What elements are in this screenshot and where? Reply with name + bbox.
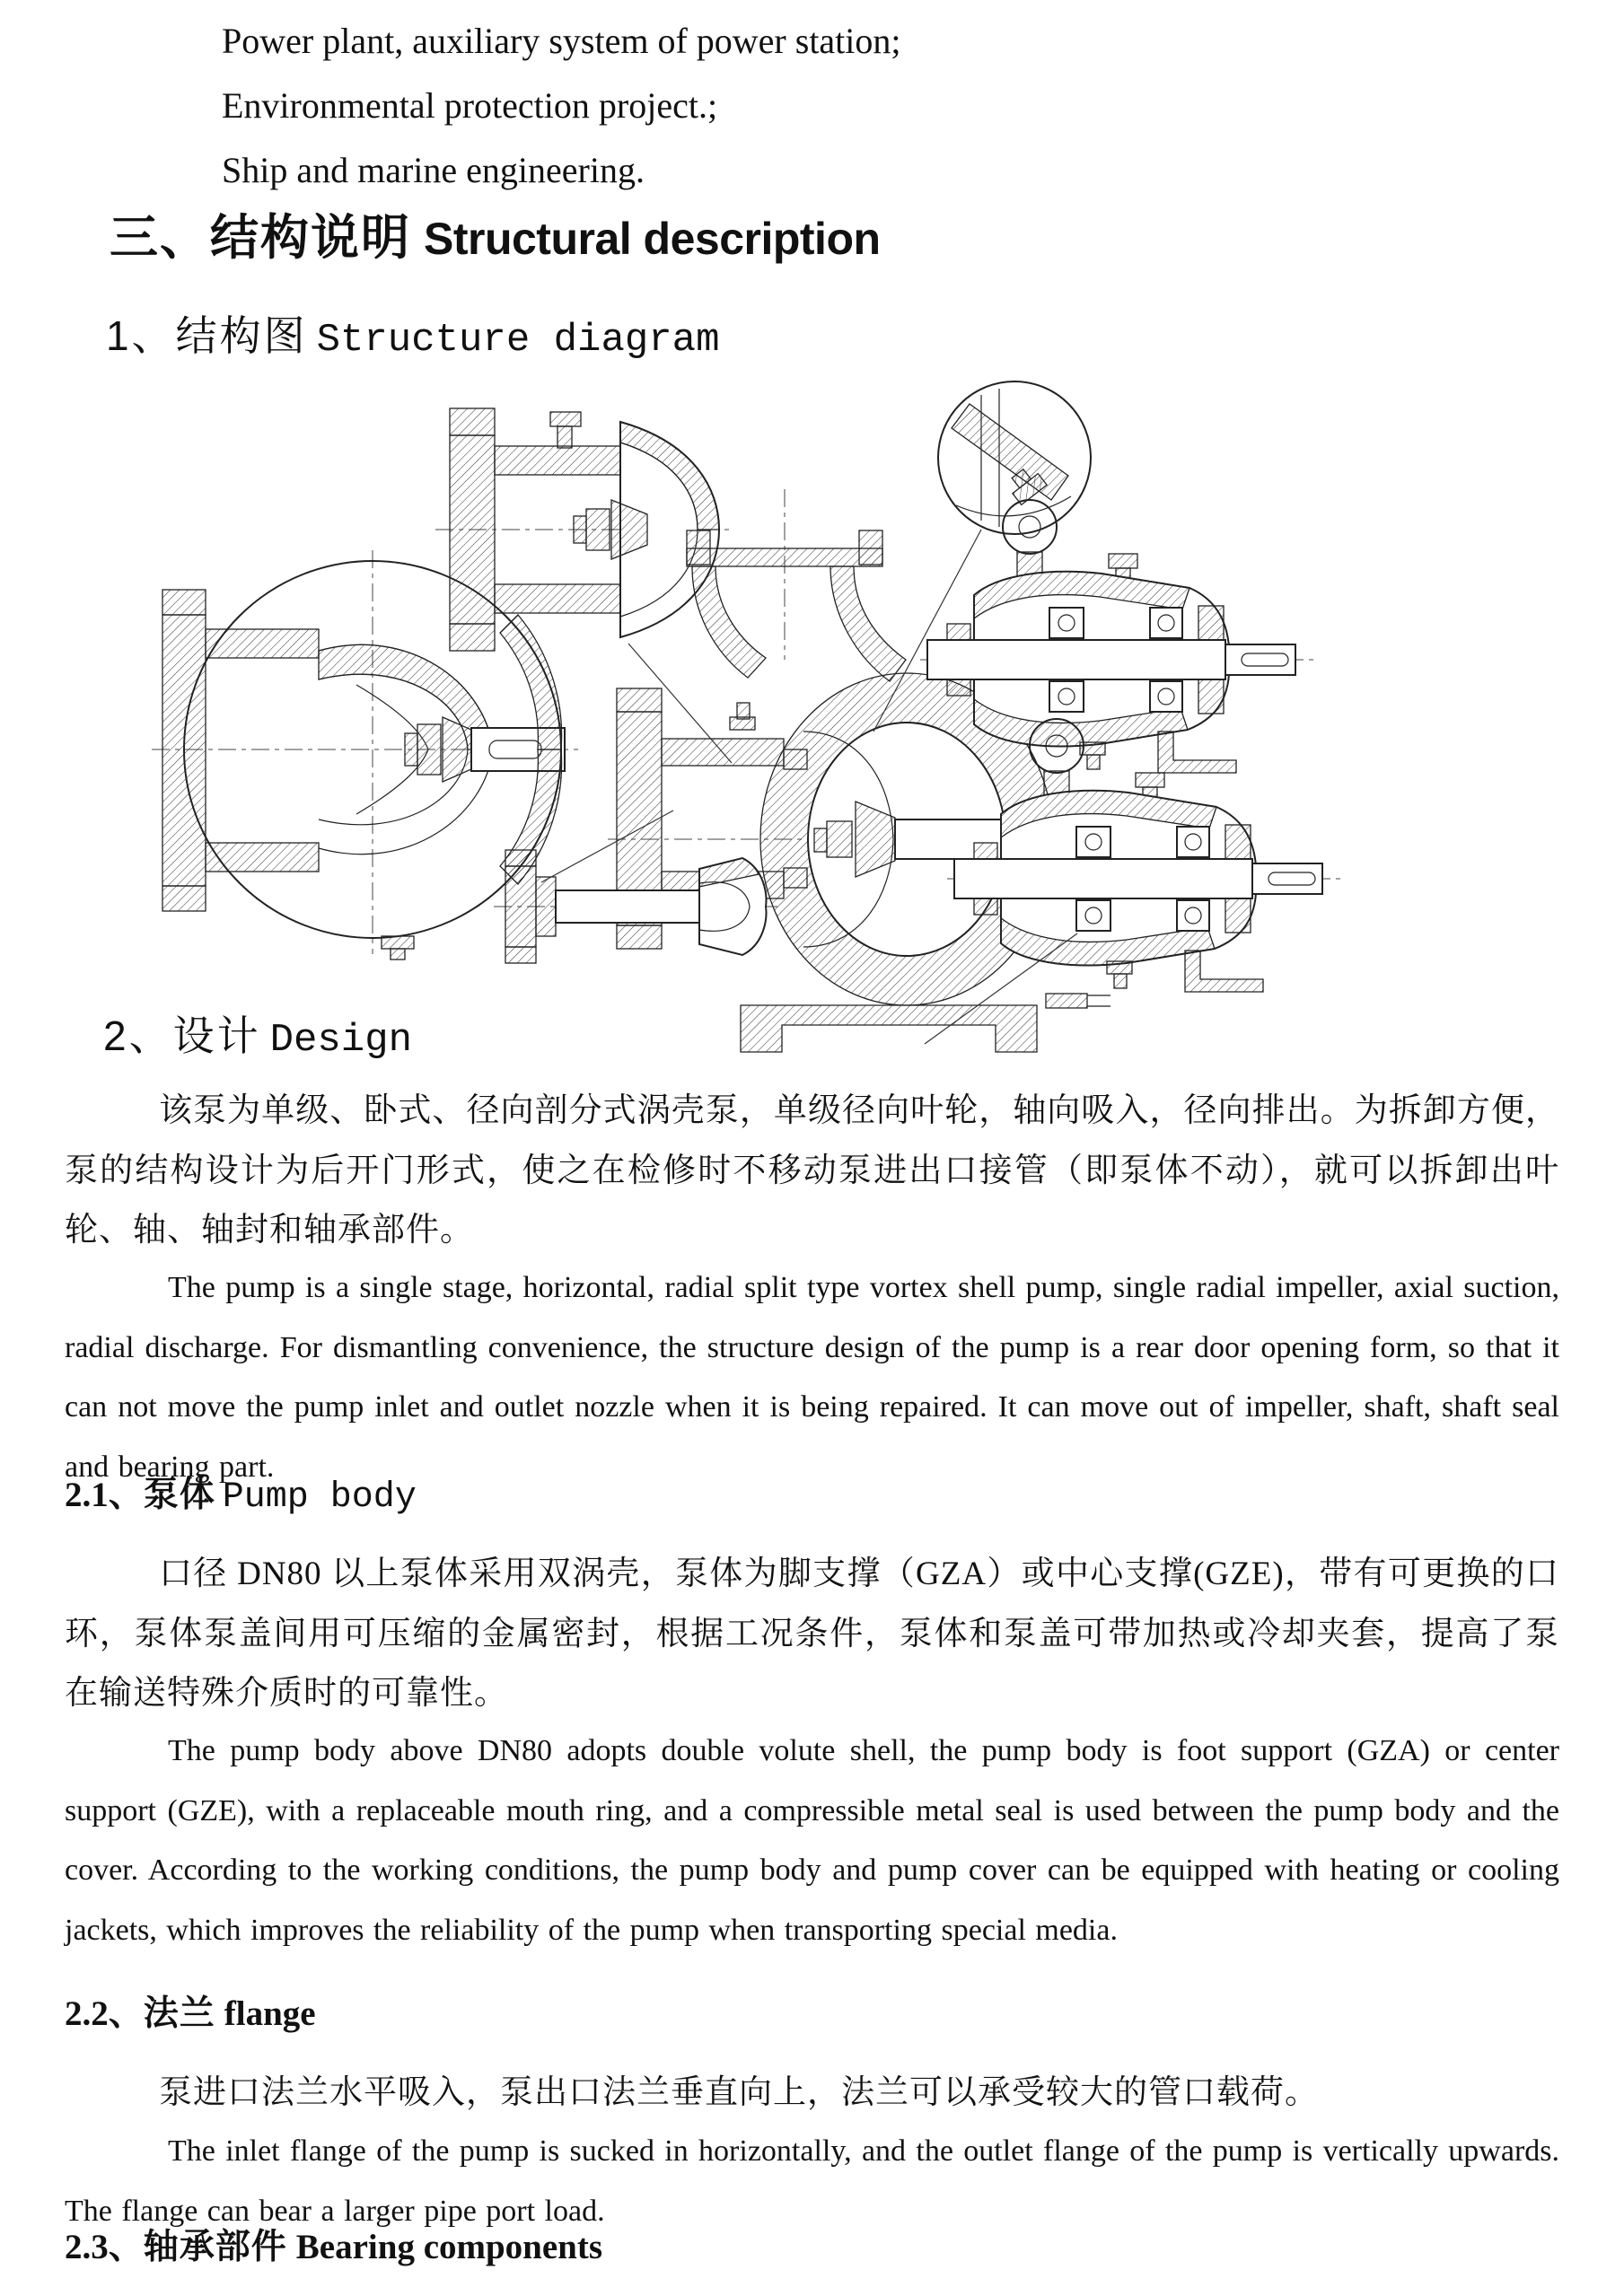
suction-nozzle-section: [435, 408, 730, 651]
subsection-en: Pump body: [222, 1477, 417, 1518]
design-paragraph-en: The pump is a single stage, horizontal, radial split type vortex shell pump, single radial impeller, axial suction, radial discharge. For dismantling convenience, the structure design of the pump is a rear door opening form, so that it can not move the pump inlet and outlet nozzle when it is being repaired. It can move out of impeller, shaft, shaft seal and bearing part.: [65, 1271, 1559, 1484]
subsection-bearing-components: [65, 2219, 602, 2269]
intro-lines: [65, 9, 1559, 203]
pump-body-paragraph-en: The pump body above DN80 adopts double volute shell, the pump body is foot support (GZA) or center support (GZE), with a replaceable mouth ring, and a compressible metal seal is used between the pump body and the cover. According to the working conditions, the pump body and pump cover can be equipped with heating or cooling jackets, which improves the reliability of the pump when transporting special media.: [65, 1734, 1559, 1947]
heading-zh: 三、结构说明: [110, 211, 411, 265]
subsection-number: 2.3、: [65, 2228, 144, 2266]
subsection-design: [103, 1003, 412, 1063]
heading-en: Structural description: [424, 214, 881, 264]
subsection-zh: 泵体: [143, 1476, 215, 1514]
design-paragraph-zh: 该泵为单级、卧式、径向剖分式涡壳泵，单级径向叶轮，轴向吸入，径向排出。为拆卸方便，泵的结构设计为后开门形式，使之在检修时不移动泵进出口接管（即泵体不动），就可以拆卸出叶轮、轴、轴封和轴承部件。: [65, 1092, 1559, 1249]
subsection-zh: 轴承部件: [143, 2228, 287, 2266]
subsection-zh: 法兰: [143, 1994, 215, 2033]
subsection-en: flange: [224, 1994, 316, 2033]
flange-paragraph-en: The inlet flange of the pump is sucked in horizontally, and the outlet flange of the pump is vertically upwards. The flange can bear a larger pipe port load.: [65, 2134, 1559, 2228]
seal-detail-circle: [938, 381, 1091, 534]
subsection-zh: 2、设计: [103, 1012, 261, 1059]
subsection-number: 2.2、: [65, 1994, 144, 2033]
intro-line: Power plant, auxiliary system of power station;: [222, 21, 901, 61]
subsection-en: Design: [269, 1018, 413, 1063]
subsection-number: 2.1、: [65, 1476, 144, 1514]
pump-body-paragraph-zh: 口径 DN80 以上泵体采用双涡壳，泵体为脚支撑（GZA）或中心支撑(GZE)，带有可更换的口环，泵体泵盖间用可压缩的金属密封，根据工况条件，泵体和泵盖可带加热或冷却夹套，提高了泵在输送特殊介质时的可靠性。: [65, 1555, 1559, 1712]
flange-paragraph-zh: 泵进口法兰水平吸入，泵出口法兰垂直向上，法兰可以承受较大的管口载荷。: [159, 2074, 1319, 2111]
subsection-en: Structure diagram: [316, 318, 720, 363]
section-heading-structural-description: [110, 199, 881, 268]
subsection-zh: 1、结构图: [106, 312, 308, 359]
subsection-flange: [65, 1985, 316, 2036]
intro-line: Environmental protection project.;: [222, 85, 718, 126]
subsection-en: Bearing components: [295, 2228, 603, 2266]
intro-line: Ship and marine engineering.: [222, 150, 645, 190]
subsection-pump-body: [65, 1467, 417, 1518]
